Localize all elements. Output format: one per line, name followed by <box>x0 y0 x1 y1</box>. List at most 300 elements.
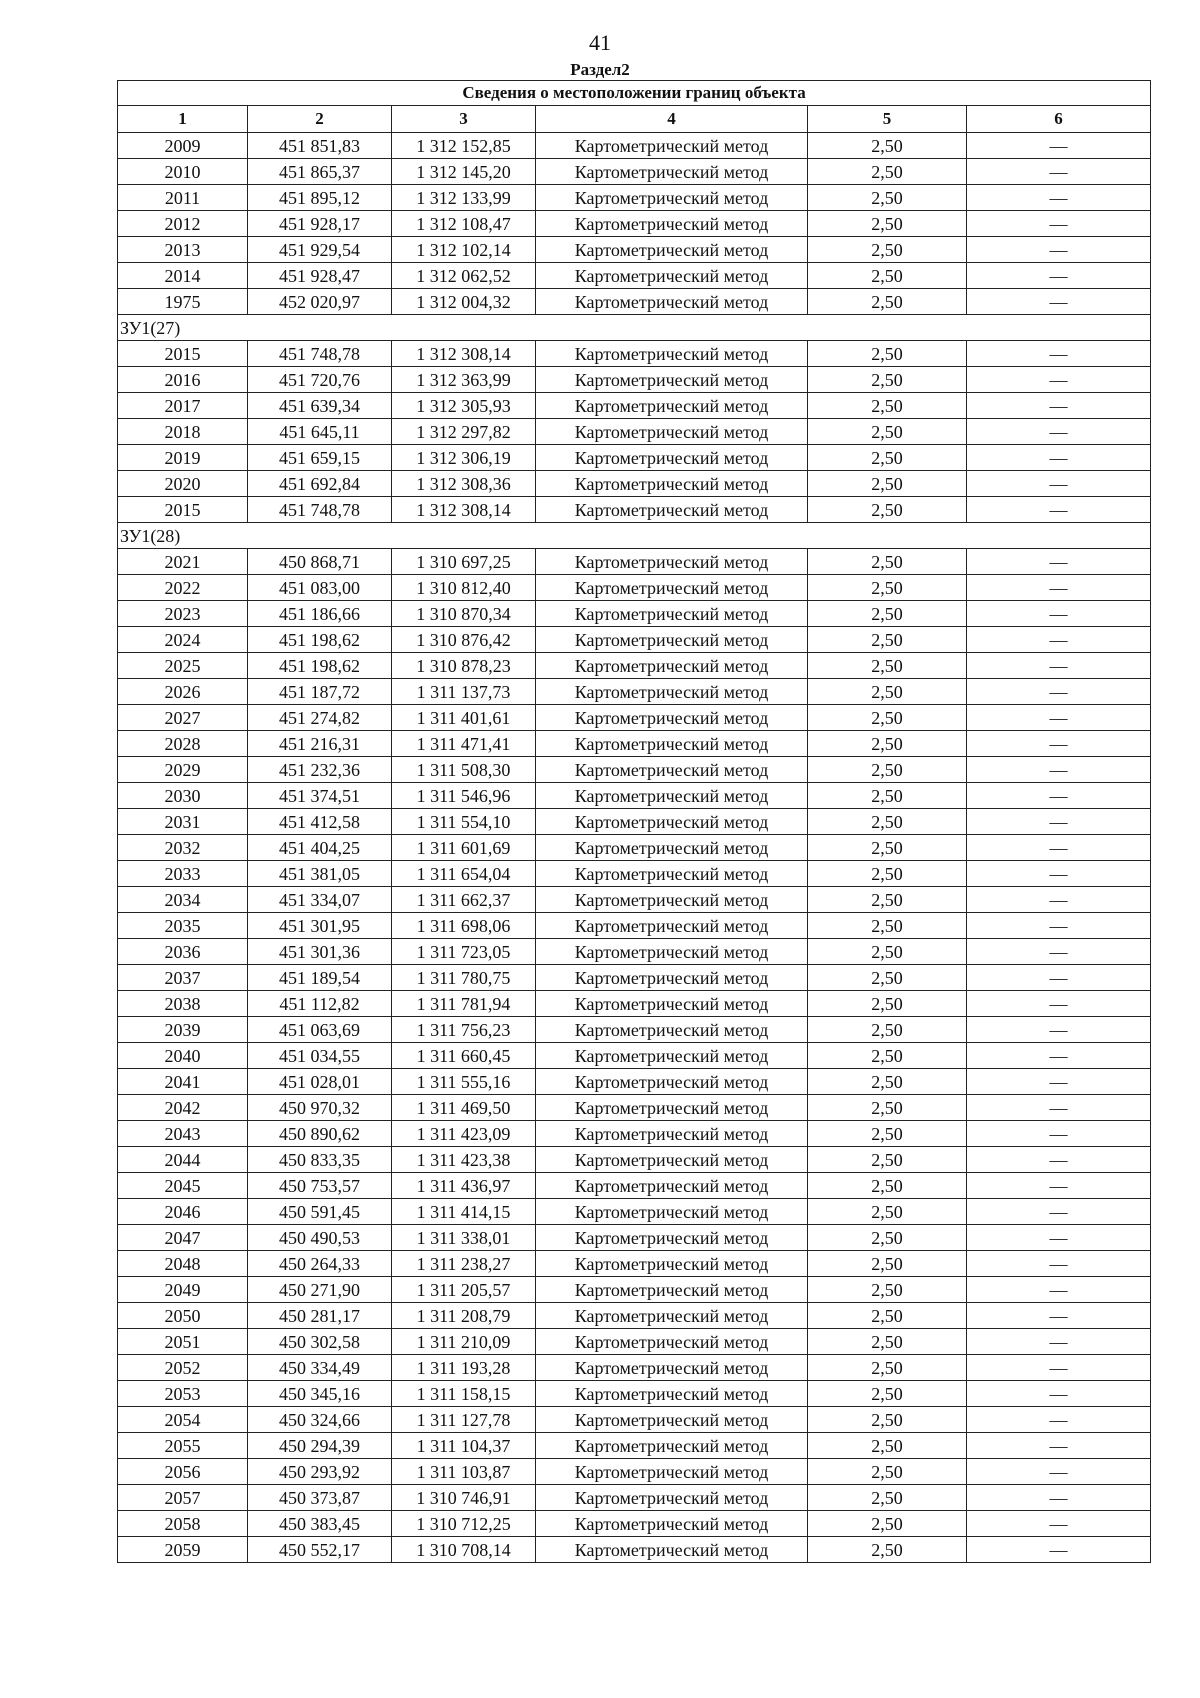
description-cell: — <box>967 627 1151 653</box>
description-cell: — <box>967 887 1151 913</box>
x-coordinate-cell: 450 324,66 <box>248 1407 392 1433</box>
accuracy-cell: 2,50 <box>808 627 967 653</box>
table-row <box>118 1381 1151 1407</box>
x-coordinate-cell: 450 868,71 <box>248 549 392 575</box>
x-coordinate-cell: 451 692,84 <box>248 471 392 497</box>
accuracy-cell: 2,50 <box>808 1537 967 1563</box>
x-coordinate-cell: 450 552,17 <box>248 1537 392 1563</box>
description-cell: — <box>967 419 1151 445</box>
point-number-cell: 2019 <box>118 445 248 471</box>
x-coordinate-cell: 451 639,34 <box>248 393 392 419</box>
y-coordinate-cell: 1 312 145,20 <box>392 159 536 185</box>
accuracy-cell: 2,50 <box>808 1043 967 1069</box>
method-cell: Картометрический метод <box>536 263 808 289</box>
x-coordinate-cell: 451 274,82 <box>248 705 392 731</box>
description-cell: — <box>967 1173 1151 1199</box>
y-coordinate-cell: 1 312 108,47 <box>392 211 536 237</box>
y-coordinate-cell: 1 312 305,93 <box>392 393 536 419</box>
y-coordinate-cell: 1 311 423,09 <box>392 1121 536 1147</box>
x-coordinate-cell: 450 271,90 <box>248 1277 392 1303</box>
accuracy-cell: 2,50 <box>808 1355 967 1381</box>
point-number-cell: 2017 <box>118 393 248 419</box>
method-cell: Картометрический метод <box>536 1303 808 1329</box>
y-coordinate-cell: 1 311 158,15 <box>392 1381 536 1407</box>
x-coordinate-cell: 452 020,97 <box>248 289 392 315</box>
table-row <box>118 211 1151 237</box>
accuracy-cell: 2,50 <box>808 159 967 185</box>
accuracy-cell: 2,50 <box>808 809 967 835</box>
table-row <box>118 913 1151 939</box>
method-cell: Картометрический метод <box>536 133 808 159</box>
description-cell: — <box>967 1199 1151 1225</box>
accuracy-cell: 2,50 <box>808 237 967 263</box>
accuracy-cell: 2,50 <box>808 991 967 1017</box>
point-number-cell: 2032 <box>118 835 248 861</box>
method-cell: Картометрический метод <box>536 835 808 861</box>
x-coordinate-cell: 451 034,55 <box>248 1043 392 1069</box>
x-coordinate-cell: 451 659,15 <box>248 445 392 471</box>
accuracy-cell: 2,50 <box>808 913 967 939</box>
description-cell: — <box>967 1355 1151 1381</box>
table-row <box>118 1355 1151 1381</box>
y-coordinate-cell: 1 311 137,73 <box>392 679 536 705</box>
accuracy-cell: 2,50 <box>808 679 967 705</box>
accuracy-cell: 2,50 <box>808 757 967 783</box>
y-coordinate-cell: 1 311 508,30 <box>392 757 536 783</box>
point-number-cell: 2057 <box>118 1485 248 1511</box>
point-number-cell: 2025 <box>118 653 248 679</box>
table-row <box>118 1277 1151 1303</box>
method-cell: Картометрический метод <box>536 991 808 1017</box>
column-header: 4 <box>536 106 808 133</box>
description-cell: — <box>967 237 1151 263</box>
description-cell: — <box>967 991 1151 1017</box>
y-coordinate-cell: 1 311 698,06 <box>392 913 536 939</box>
accuracy-cell: 2,50 <box>808 289 967 315</box>
point-number-cell: 2059 <box>118 1537 248 1563</box>
point-number-cell: 2026 <box>118 679 248 705</box>
accuracy-cell: 2,50 <box>808 211 967 237</box>
accuracy-cell: 2,50 <box>808 1017 967 1043</box>
method-cell: Картометрический метод <box>536 1485 808 1511</box>
x-coordinate-cell: 451 063,69 <box>248 1017 392 1043</box>
y-coordinate-cell: 1 310 746,91 <box>392 1485 536 1511</box>
table-row <box>118 887 1151 913</box>
point-number-cell: 2043 <box>118 1121 248 1147</box>
point-number-cell: 2048 <box>118 1251 248 1277</box>
table-row <box>118 1043 1151 1069</box>
description-cell: — <box>967 575 1151 601</box>
accuracy-cell: 2,50 <box>808 653 967 679</box>
point-number-cell: 2013 <box>118 237 248 263</box>
x-coordinate-cell: 451 928,47 <box>248 263 392 289</box>
y-coordinate-cell: 1 311 471,41 <box>392 731 536 757</box>
y-coordinate-cell: 1 311 193,28 <box>392 1355 536 1381</box>
table-row <box>118 601 1151 627</box>
method-cell: Картометрический метод <box>536 1069 808 1095</box>
point-number-cell: 2044 <box>118 1147 248 1173</box>
accuracy-cell: 2,50 <box>808 1433 967 1459</box>
point-number-cell: 2015 <box>118 341 248 367</box>
y-coordinate-cell: 1 311 781,94 <box>392 991 536 1017</box>
method-cell: Картометрический метод <box>536 497 808 523</box>
method-cell: Картометрический метод <box>536 211 808 237</box>
table-row <box>118 991 1151 1017</box>
table-row <box>118 1459 1151 1485</box>
method-cell: Картометрический метод <box>536 1095 808 1121</box>
point-number-cell: 2047 <box>118 1225 248 1251</box>
method-cell: Картометрический метод <box>536 1407 808 1433</box>
table-caption-row <box>118 81 1151 106</box>
description-cell: — <box>967 549 1151 575</box>
description-cell: — <box>967 705 1151 731</box>
description-cell: — <box>967 1017 1151 1043</box>
y-coordinate-cell: 1 311 555,16 <box>392 1069 536 1095</box>
method-cell: Картометрический метод <box>536 939 808 965</box>
point-number-cell: 2014 <box>118 263 248 289</box>
method-cell: Картометрический метод <box>536 471 808 497</box>
x-coordinate-cell: 451 929,54 <box>248 237 392 263</box>
y-coordinate-cell: 1 311 338,01 <box>392 1225 536 1251</box>
description-cell: — <box>967 1511 1151 1537</box>
description-cell: — <box>967 445 1151 471</box>
table-row <box>118 471 1151 497</box>
table-row <box>118 289 1151 315</box>
point-number-cell: 2039 <box>118 1017 248 1043</box>
table-row <box>118 1511 1151 1537</box>
description-cell: — <box>967 471 1151 497</box>
accuracy-cell: 2,50 <box>808 965 967 991</box>
point-number-cell: 2053 <box>118 1381 248 1407</box>
y-coordinate-cell: 1 311 208,79 <box>392 1303 536 1329</box>
description-cell: — <box>967 263 1151 289</box>
y-coordinate-cell: 1 312 363,99 <box>392 367 536 393</box>
x-coordinate-cell: 451 720,76 <box>248 367 392 393</box>
table-row <box>118 627 1151 653</box>
method-cell: Картометрический метод <box>536 601 808 627</box>
x-coordinate-cell: 450 833,35 <box>248 1147 392 1173</box>
y-coordinate-cell: 1 311 104,37 <box>392 1433 536 1459</box>
method-cell: Картометрический метод <box>536 809 808 835</box>
y-coordinate-cell: 1 312 004,32 <box>392 289 536 315</box>
description-cell: — <box>967 679 1151 705</box>
page-number: 41 <box>589 30 611 55</box>
method-cell: Картометрический метод <box>536 913 808 939</box>
point-number-cell: 2010 <box>118 159 248 185</box>
x-coordinate-cell: 451 851,83 <box>248 133 392 159</box>
y-coordinate-cell: 1 311 469,50 <box>392 1095 536 1121</box>
table-row <box>118 367 1151 393</box>
table-row <box>118 1147 1151 1173</box>
accuracy-cell: 2,50 <box>808 1095 967 1121</box>
y-coordinate-cell: 1 310 697,25 <box>392 549 536 575</box>
accuracy-cell: 2,50 <box>808 419 967 445</box>
x-coordinate-cell: 451 301,36 <box>248 939 392 965</box>
point-number-cell: 2020 <box>118 471 248 497</box>
y-coordinate-cell: 1 311 401,61 <box>392 705 536 731</box>
table-row <box>118 133 1151 159</box>
point-number-cell: 2029 <box>118 757 248 783</box>
accuracy-cell: 2,50 <box>808 1329 967 1355</box>
table-row <box>118 731 1151 757</box>
point-number-cell: 2031 <box>118 809 248 835</box>
x-coordinate-cell: 450 890,62 <box>248 1121 392 1147</box>
accuracy-cell: 2,50 <box>808 1407 967 1433</box>
description-cell: — <box>967 861 1151 887</box>
table-row <box>118 757 1151 783</box>
y-coordinate-cell: 1 310 708,14 <box>392 1537 536 1563</box>
point-number-cell: 2042 <box>118 1095 248 1121</box>
point-number-cell: 2045 <box>118 1173 248 1199</box>
method-cell: Картометрический метод <box>536 367 808 393</box>
table-row <box>118 1069 1151 1095</box>
table-row <box>118 705 1151 731</box>
description-cell: — <box>967 1043 1151 1069</box>
x-coordinate-cell: 451 232,36 <box>248 757 392 783</box>
description-cell: — <box>967 133 1151 159</box>
group-label: ЗУ1(28) <box>118 523 1151 549</box>
table-row <box>118 185 1151 211</box>
y-coordinate-cell: 1 311 601,69 <box>392 835 536 861</box>
table-row <box>118 1095 1151 1121</box>
description-cell: — <box>967 367 1151 393</box>
point-number-cell: 2050 <box>118 1303 248 1329</box>
accuracy-cell: 2,50 <box>808 393 967 419</box>
accuracy-cell: 2,50 <box>808 341 967 367</box>
x-coordinate-cell: 451 645,11 <box>248 419 392 445</box>
x-coordinate-cell: 450 302,58 <box>248 1329 392 1355</box>
accuracy-cell: 2,50 <box>808 575 967 601</box>
method-cell: Картометрический метод <box>536 705 808 731</box>
method-cell: Картометрический метод <box>536 1511 808 1537</box>
y-coordinate-cell: 1 311 654,04 <box>392 861 536 887</box>
y-coordinate-cell: 1 311 723,05 <box>392 939 536 965</box>
column-header: 1 <box>118 106 248 133</box>
table-row <box>118 939 1151 965</box>
y-coordinate-cell: 1 312 102,14 <box>392 237 536 263</box>
description-cell: — <box>967 1277 1151 1303</box>
x-coordinate-cell: 450 293,92 <box>248 1459 392 1485</box>
point-number-cell: 2056 <box>118 1459 248 1485</box>
y-coordinate-cell: 1 312 308,14 <box>392 341 536 367</box>
x-coordinate-cell: 451 404,25 <box>248 835 392 861</box>
description-cell: — <box>967 1147 1151 1173</box>
point-number-cell: 2051 <box>118 1329 248 1355</box>
table-row <box>118 497 1151 523</box>
method-cell: Картометрический метод <box>536 1459 808 1485</box>
point-number-cell: 2022 <box>118 575 248 601</box>
accuracy-cell: 2,50 <box>808 1303 967 1329</box>
boundary-coordinates-table <box>117 80 1151 1563</box>
accuracy-cell: 2,50 <box>808 835 967 861</box>
table-row <box>118 575 1151 601</box>
table-row <box>118 419 1151 445</box>
method-cell: Картометрический метод <box>536 1251 808 1277</box>
table-row <box>118 1329 1151 1355</box>
description-cell: — <box>967 835 1151 861</box>
point-number-cell: 2058 <box>118 1511 248 1537</box>
accuracy-cell: 2,50 <box>808 939 967 965</box>
description-cell: — <box>967 185 1151 211</box>
method-cell: Картометрический метод <box>536 1277 808 1303</box>
accuracy-cell: 2,50 <box>808 1147 967 1173</box>
accuracy-cell: 2,50 <box>808 601 967 627</box>
y-coordinate-cell: 1 311 205,57 <box>392 1277 536 1303</box>
table-row <box>118 393 1151 419</box>
method-cell: Картометрический метод <box>536 1147 808 1173</box>
method-cell: Картометрический метод <box>536 185 808 211</box>
point-number-cell: 2021 <box>118 549 248 575</box>
x-coordinate-cell: 451 748,78 <box>248 497 392 523</box>
point-number-cell: 2030 <box>118 783 248 809</box>
point-number-cell: 2012 <box>118 211 248 237</box>
y-coordinate-cell: 1 311 662,37 <box>392 887 536 913</box>
y-coordinate-cell: 1 312 133,99 <box>392 185 536 211</box>
table-row <box>118 1199 1151 1225</box>
point-number-cell: 2028 <box>118 731 248 757</box>
table-row <box>118 1485 1151 1511</box>
point-number-cell: 2024 <box>118 627 248 653</box>
x-coordinate-cell: 451 083,00 <box>248 575 392 601</box>
x-coordinate-cell: 451 865,37 <box>248 159 392 185</box>
description-cell: — <box>967 809 1151 835</box>
x-coordinate-cell: 450 294,39 <box>248 1433 392 1459</box>
section-title: Раздел2 <box>570 60 630 79</box>
description-cell: — <box>967 497 1151 523</box>
y-coordinate-cell: 1 310 712,25 <box>392 1511 536 1537</box>
column-header: 3 <box>392 106 536 133</box>
point-number-cell: 2009 <box>118 133 248 159</box>
description-cell: — <box>967 159 1151 185</box>
table-row <box>118 1121 1151 1147</box>
x-coordinate-cell: 451 374,51 <box>248 783 392 809</box>
table-row <box>118 1303 1151 1329</box>
accuracy-cell: 2,50 <box>808 1459 967 1485</box>
group-row <box>118 523 1151 549</box>
point-number-cell: 2023 <box>118 601 248 627</box>
description-cell: — <box>967 1537 1151 1563</box>
x-coordinate-cell: 450 591,45 <box>248 1199 392 1225</box>
point-number-cell: 2036 <box>118 939 248 965</box>
accuracy-cell: 2,50 <box>808 1199 967 1225</box>
point-number-cell: 2027 <box>118 705 248 731</box>
description-cell: — <box>967 913 1151 939</box>
description-cell: — <box>967 1485 1151 1511</box>
y-coordinate-cell: 1 310 878,23 <box>392 653 536 679</box>
description-cell: — <box>967 1069 1151 1095</box>
y-coordinate-cell: 1 311 546,96 <box>392 783 536 809</box>
description-cell: — <box>967 289 1151 315</box>
method-cell: Картометрический метод <box>536 1043 808 1069</box>
x-coordinate-cell: 451 198,62 <box>248 627 392 653</box>
column-header: 5 <box>808 106 967 133</box>
method-cell: Картометрический метод <box>536 1173 808 1199</box>
y-coordinate-cell: 1 310 876,42 <box>392 627 536 653</box>
y-coordinate-cell: 1 311 660,45 <box>392 1043 536 1069</box>
x-coordinate-cell: 451 112,82 <box>248 991 392 1017</box>
table-row <box>118 835 1151 861</box>
y-coordinate-cell: 1 311 756,23 <box>392 1017 536 1043</box>
table-row <box>118 549 1151 575</box>
accuracy-cell: 2,50 <box>808 471 967 497</box>
column-header: 6 <box>967 106 1151 133</box>
y-coordinate-cell: 1 311 238,27 <box>392 1251 536 1277</box>
x-coordinate-cell: 450 490,53 <box>248 1225 392 1251</box>
accuracy-cell: 2,50 <box>808 1121 967 1147</box>
column-header: 2 <box>248 106 392 133</box>
accuracy-cell: 2,50 <box>808 1251 967 1277</box>
point-number-cell: 2016 <box>118 367 248 393</box>
point-number-cell: 2034 <box>118 887 248 913</box>
table-caption: Сведения о местоположении границ объекта <box>118 81 1151 106</box>
accuracy-cell: 2,50 <box>808 367 967 393</box>
point-number-cell: 2037 <box>118 965 248 991</box>
description-cell: — <box>967 653 1151 679</box>
description-cell: — <box>967 341 1151 367</box>
description-cell: — <box>967 731 1151 757</box>
method-cell: Картометрический метод <box>536 679 808 705</box>
accuracy-cell: 2,50 <box>808 445 967 471</box>
point-number-cell: 2041 <box>118 1069 248 1095</box>
description-cell: — <box>967 939 1151 965</box>
description-cell: — <box>967 1329 1151 1355</box>
description-cell: — <box>967 1433 1151 1459</box>
accuracy-cell: 2,50 <box>808 549 967 575</box>
point-number-cell: 2015 <box>118 497 248 523</box>
method-cell: Картометрический метод <box>536 965 808 991</box>
table-row <box>118 783 1151 809</box>
description-cell: — <box>967 757 1151 783</box>
point-number-cell: 1975 <box>118 289 248 315</box>
x-coordinate-cell: 451 198,62 <box>248 653 392 679</box>
x-coordinate-cell: 451 748,78 <box>248 341 392 367</box>
accuracy-cell: 2,50 <box>808 1277 967 1303</box>
description-cell: — <box>967 1381 1151 1407</box>
point-number-cell: 2038 <box>118 991 248 1017</box>
method-cell: Картометрический метод <box>536 1537 808 1563</box>
method-cell: Картометрический метод <box>536 1225 808 1251</box>
group-row <box>118 315 1151 341</box>
method-cell: Картометрический метод <box>536 159 808 185</box>
description-cell: — <box>967 1459 1151 1485</box>
x-coordinate-cell: 450 970,32 <box>248 1095 392 1121</box>
table-row <box>118 445 1151 471</box>
x-coordinate-cell: 451 301,95 <box>248 913 392 939</box>
x-coordinate-cell: 451 895,12 <box>248 185 392 211</box>
y-coordinate-cell: 1 311 210,09 <box>392 1329 536 1355</box>
y-coordinate-cell: 1 312 308,36 <box>392 471 536 497</box>
accuracy-cell: 2,50 <box>808 1225 967 1251</box>
method-cell: Картометрический метод <box>536 341 808 367</box>
accuracy-cell: 2,50 <box>808 1485 967 1511</box>
table-row <box>118 341 1151 367</box>
y-coordinate-cell: 1 311 780,75 <box>392 965 536 991</box>
method-cell: Картометрический метод <box>536 419 808 445</box>
accuracy-cell: 2,50 <box>808 731 967 757</box>
method-cell: Картометрический метод <box>536 393 808 419</box>
x-coordinate-cell: 450 264,33 <box>248 1251 392 1277</box>
description-cell: — <box>967 393 1151 419</box>
x-coordinate-cell: 450 281,17 <box>248 1303 392 1329</box>
accuracy-cell: 2,50 <box>808 783 967 809</box>
description-cell: — <box>967 211 1151 237</box>
x-coordinate-cell: 451 189,54 <box>248 965 392 991</box>
y-coordinate-cell: 1 310 870,34 <box>392 601 536 627</box>
accuracy-cell: 2,50 <box>808 1173 967 1199</box>
accuracy-cell: 2,50 <box>808 133 967 159</box>
y-coordinate-cell: 1 312 062,52 <box>392 263 536 289</box>
x-coordinate-cell: 450 345,16 <box>248 1381 392 1407</box>
